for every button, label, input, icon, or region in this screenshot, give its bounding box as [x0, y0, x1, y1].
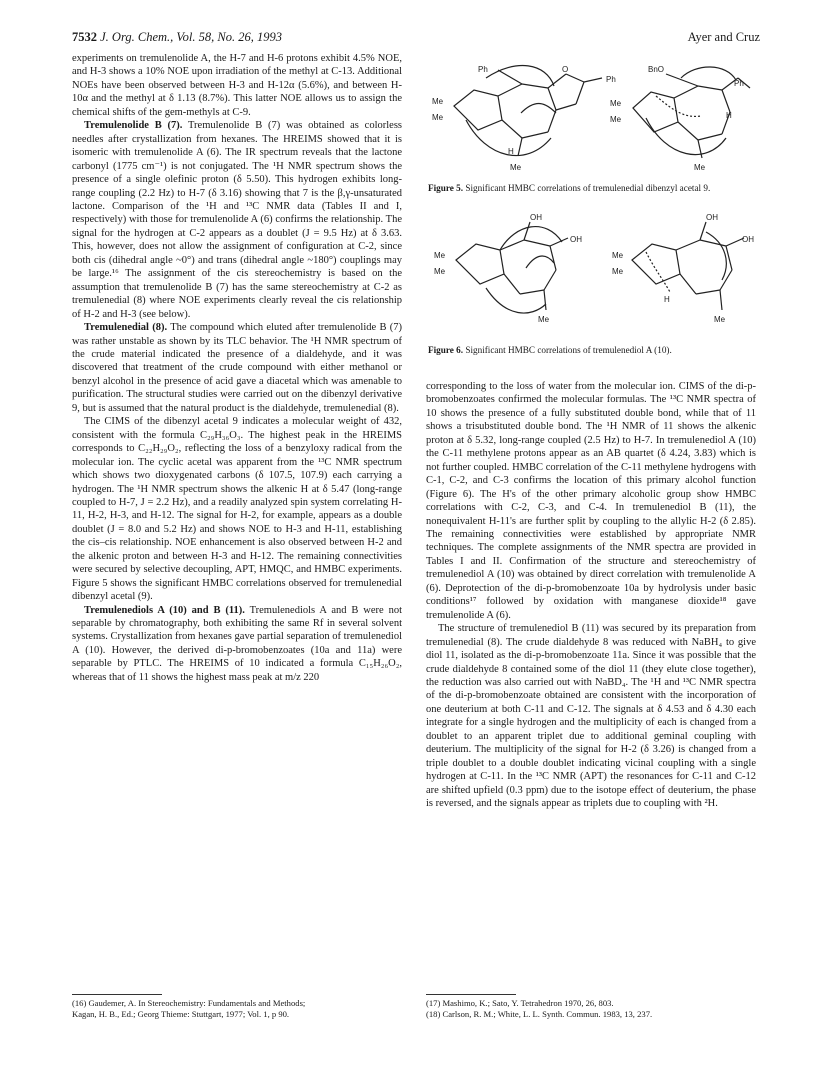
fig6-me-1: Me	[434, 251, 446, 260]
right-column	[426, 380, 756, 811]
fig6-me-6: Me	[714, 315, 726, 324]
fig5-me-2: Me	[432, 113, 444, 122]
footnote-16-line-1: (16) Gaudemer, A. In Stereochemistry: Fundamentals and Methods;	[72, 998, 306, 1008]
paragraph-text: The compound which eluted after tremulenolide B (7) was rather unstable as shown by its TLC behavior. The ¹H NMR spectrum of the crude material indicated the presence of a dialdehyde, and it was discovered that treatment of the crude compound with either methanol or benzyl alcohol in the presence of acid gave a diacetal which was amenable to purification. The structural studies were carried out on the dibenzyl derivative 9, but is assumed that the natural product is the dialdehyde, tremulenedial (8).	[72, 322, 402, 414]
paragraph-text: The structure of tremulenediol B (11) was secured by its preparation from tremulenedial (8). The crude dialdehyde 8 was reduced with NaBH₄ to give diol 11, isolated as the di-p-bromobenzoate 11a. Since it was possible that the crude dialdehyde 8 contained some of the diol 11 (they elute close together), the reduction was also carried out with NaBD₄. The ¹H and ¹³C NMR spectra of the di-p-bromobenzoate obtained are consistent with the incorporation of one deuterium at both C-11 and C-12. The signals at δ 4.53 and δ 4.30 each integrate for a single hydrogen and the multiplicity of each is changed from a doublet to an apparent triplet due to additional geminal coupling with deuterium. The multiplicity of the signal for H-2 (δ 3.26) is changed from a triple doublet to a double doublet indicating vicinal coupling with a single hydrogen at C-11. In the ¹³C NMR (APT) the resonances for C-11 and C-12 are shifted upfield (0.3 ppm) due to the isotope effect of deuterium, the phase is reversed, and the signals appear as triplets due to coupling with ²H.	[426, 623, 756, 810]
fig5-me-4: Me	[610, 99, 622, 108]
fig5-ph-right: Ph	[606, 75, 616, 84]
paragraph-text: Tremulenolide B (7) was obtained as colorless needles after crystallization from hexanes. The HREIMS showed that it is isomeric with tremulenolide A (6). The IR spectrum reveals that the lactone carbonyl (1775 cm⁻¹) is not conjugated. The ¹H NMR spectrum shows the presence of a single olefinic proton (δ 5.50). This hydrogen exhibits long-range coupling (2.2 Hz) to H-7 (δ 3.16) showing that 7 is the β,γ-unsaturated lactone. Comparison of the ¹H and ¹³C NMR data (Tables II and I, respectively) with those for tremulenolide A (6) confirms the relationship. The signal for the hydrogen at C-2 appears as a doublet (J = 9.5 Hz) at δ 3.63. This, however, does not allow the assignment of configuration at C-2, since both cis (dihedral angle ~0°) and trans (dihedral angle ~180°) couplings may be large.¹⁶ The assignment of the cis stereochemistry is based on the assumption that tremulenolide B (7) has the same stereochemistry at C-2 as tremulenedial (8) where NOE experiments clearly reveal the cis relationship of H-2 and H-3 (see below).	[72, 120, 402, 320]
fig6-me-3: Me	[538, 315, 550, 324]
paragraph	[72, 119, 402, 321]
fig6-h: H	[664, 295, 670, 304]
fig6-me-2: Me	[434, 267, 446, 276]
paragraph-text: corresponding to the loss of water from the molecular ion. CIMS of the di-p-bromobenzoates confirmed the molecular formulas. The ¹³C NMR spectra of 10 shows the presence of a fully substituted double bond, while that of 11 shows a trisubstituted double bond. The ¹H NMR of 11 shows the alkenic proton at δ 5.32, long-range coupled (2.5 Hz) to H-7. In tremulenediol A (10) the C-11 methylene protons appear as an AB quartet (δ 4.24, 3.83) which is not further coupled. HMBC correlation of the C-11 methylene hydrogens with C-1, C-2, and C-3 confirms the location of this primary alcohol function (Figure 6). The H's of the other primary alcoholic group show HMBC correlations with C-2, C-3, and C-4. In tremulenediol B (11), the nonequivalent H-11's are further split by coupling to the allylic H-2 (δ 2.85). The remaining connectivities were established by appropriate NMR techniques. The complete assignments of the NMR spectra are provided in Tables I and II. Confirmation of the structure and stereochemistry of tremulenediol A (10) was obtained by direct correlation with tremulenolide A (6). Deprotection of the di-p-bromobenzoate 10a by hydrolysis under basic conditions¹⁷ followed by oxidation with manganese dioxide¹⁸ gave tremulenolide A (6).	[426, 381, 756, 621]
figure-6-structures	[426, 208, 756, 336]
fig6-me-4: Me	[612, 251, 624, 260]
paragraph-text: Tremulenediols A and B were not separable by chromatography, both exhibiting the same Rf in several solvent systems. Crystallization from hexanes gave partial separation of tremulenediol A (10). However, the derived di-p-bromobenzoates (10a and 11a) were separable by PTLC. The HREIMS of 10 indicated a formula C₁₅H₂₆O₂, whereas that of 11 shows the highest mass peak at m/z 220	[72, 604, 402, 683]
figure-6-caption: Figure 6. Significant HMBC correlations of tremulenediol A (10).	[428, 345, 672, 355]
fig5-o-1: O	[562, 65, 569, 74]
figure-5	[426, 58, 756, 178]
footnote-rule-right	[426, 994, 516, 995]
paragraph	[72, 52, 402, 119]
figure-6	[426, 208, 756, 336]
paragraph-text: experiments on tremulenolide A, the H-7 and H-6 protons exhibit 4.5% NOE, and H-3 shows a 10% NOE upon irradiation of the methyl at C-13. Additional NOEs have been observed between H-3 and H-12α (5.6%), and between H-10α and the methyl at δ 1.13 (8.7%). This latter NOE allows us to assign the chemical shifts of the gem-methyls at C-9.	[72, 53, 402, 118]
fig5-me-6: Me	[694, 163, 706, 172]
paragraph-text: The CIMS of the dibenzyl acetal 9 indicates a molecular weight of 432, consistent with the formula C₂₉H₃₆O₃. The highest peak in the HREIMS corresponds to C₂₂H₂₉O₂, reflecting the loss of a benzyloxy radical from the molecular ion. The cyclic acetal was apparent from the ¹³C NMR spectrum which shows two dioxygenated carbons (δ 107.5, 107.9) each carrying a hydrogen. The ¹H NMR spectrum shows the alkenic H at δ 5.47 (long-range coupled to H-7, J = 2.2 Hz), and a readily analyzed spin system correlating H-11, H-2, H-3, and H-12. The signal for H-2, for example, appears as a double doublet (J = 8.0 and 5.2 Hz) and shows NOE to H-3 and H-11, establishing the cis–cis relationship. NOE enhancement is also observed between H-2 and the alkenic proton and between H-3 and H-12. The remaining connectivities were secured by selective decoupling, APT, HMQC, and HMBC experiments. Figure 5 shows the significant HMBC correlations observed for tremulenedial dibenzyl acetal (9).	[72, 416, 402, 603]
figure-5-caption: Figure 5. Significant HMBC correlations of tremulenedial dibenzyl acetal 9.	[428, 183, 711, 193]
footnote-rule-left	[72, 994, 162, 995]
page-number: 7532	[72, 30, 97, 44]
journal-citation: J. Org. Chem., Vol. 58, No. 26, 1993	[100, 30, 282, 44]
running-header	[72, 30, 760, 46]
paragraph	[426, 622, 756, 810]
paragraph	[426, 380, 756, 622]
fig6-oh-2: OH	[570, 235, 582, 244]
fig5-bno: BnO	[648, 65, 665, 74]
footnote-17: (17) Mashimo, K.; Sato, Y. Tetrahedron 1970, 26, 803.	[426, 998, 614, 1008]
paragraph	[72, 415, 402, 603]
fig6-oh-1: OH	[530, 213, 542, 222]
footnotes-right	[426, 998, 766, 1020]
left-column	[72, 52, 402, 684]
footnotes-left	[72, 998, 412, 1020]
section-heading: Tremulenedial (8).	[84, 322, 168, 334]
fig5-me-1: Me	[432, 97, 444, 106]
fig5-ph-3: Ph	[734, 79, 744, 88]
section-heading: Tremulenolide B (7).	[84, 120, 183, 132]
running-authors: Ayer and Cruz	[687, 30, 760, 44]
figure-5-structures	[426, 58, 756, 178]
fig6-me-5: Me	[612, 267, 624, 276]
section-heading: Tremulenediols A (10) and B (11).	[84, 604, 245, 616]
footnote-16-line-2: Kagan, H. B., Ed.; Georg Thieme: Stuttgart, 1977; Vol. 1, p 90.	[72, 1009, 290, 1019]
paragraph	[72, 321, 402, 415]
fig5-h: H	[508, 147, 514, 156]
fig6-oh-3: OH	[706, 213, 718, 222]
paragraph	[72, 604, 402, 685]
fig5-me-5: Me	[610, 115, 622, 124]
fig6-oh-4: OH	[742, 235, 754, 244]
fig5-h-2: H	[726, 111, 732, 120]
footnote-18: (18) Carlson, R. M.; White, L. L. Synth. Commun. 1983, 13, 237.	[426, 1009, 653, 1019]
fig5-ph-left: Ph	[478, 65, 488, 74]
fig5-me-3: Me	[510, 163, 522, 172]
